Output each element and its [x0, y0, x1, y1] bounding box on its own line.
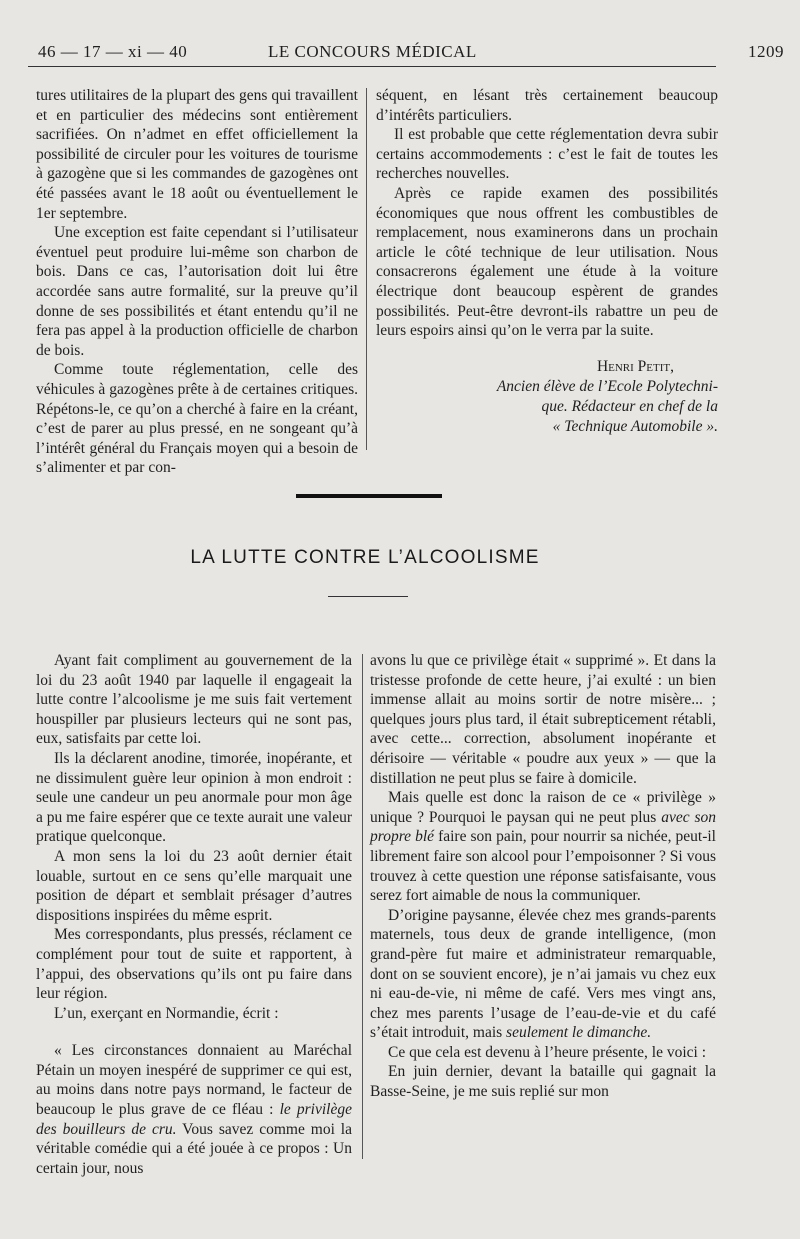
author-title: Ancien élève de l’Ecole Polytechni-	[496, 377, 718, 395]
bottom-right-column	[370, 651, 716, 1102]
paragraph: avons lu que ce privilège était « supprimé ». Et dans la tristesse profonde de cette heure, j’ai exulté : un bien immense allait au moins sortir de notre misère... ; quelques jours plus tard, il était subrepticement rétabli, avec cette... correction, absolument inopérante et dérisoire — véritable « poudre aux yeux » — que la distillation ne peut plus se faire à domicile.	[370, 652, 716, 787]
paragraph	[370, 788, 716, 906]
quote-text: Vous savez comme moi la véritable comédie qui a été jouée à ce propos : Un certain jour, nous	[36, 1120, 352, 1177]
paragraph: Il est probable que cette réglementation devra subir certains accommodements : c’est le fait de toutes les recherches nouvelles.	[376, 126, 718, 183]
section-title: LA LUTTE CONTRE L’ALCOOLISME	[190, 547, 540, 568]
paragraph: Ils la déclarent anodine, timorée, inopérante, et ne dissimulent guère leur opinion à mon endroit : seule une candeur un peu anormale pour mon âge a pu me faire espérer que ce texte aurait une valeur pratique quelconque.	[36, 749, 352, 846]
paragraph-text: Mais quelle est donc la raison de ce « privilège » unique ? Pourquoi le paysan qui ne peut plus	[370, 789, 716, 826]
paragraph: séquent, en lésant très certainement beaucoup d’intérêts particuliers.	[376, 87, 718, 124]
author-name: Henri Petit,	[596, 357, 674, 375]
paragraph	[370, 906, 716, 1043]
signature	[376, 357, 718, 437]
paragraph: Mes correspondants, plus pressés, réclament ce complément pour tout de suite et rapportent, à l’appui, des observations qu’ils ont pu faire dans leur région.	[36, 926, 352, 1003]
paragraph: Une exception est faite cependant si l’utilisateur éventuel peut produire lui-même son charbon de bois. Dans ce cas, l’autorisation doit lui être accordée sans autre formalité, sur la preuve qu’il donne de ses possibilités et étant entendu qu’il ne fera pas appel à la production officielle de charbon de bois.	[36, 224, 358, 359]
paragraph: Après ce rapide examen des possibilités économiques que nous offrent les combustibles de remplacement, nous examinerons dans un prochain article le côté technique de leur utilisation. Nous consacrerons également une étude à la voiture électrique dont beaucoup espèrent de grandes possibilités. Peut-être devront-ils rabattre un peu de leurs espoirs ainsi qu’on le verra par la suite.	[376, 184, 718, 340]
paragraph: L’un, exerçant en Normandie, écrit :	[54, 1004, 279, 1022]
column-separator	[362, 654, 363, 1159]
journal-title: LE CONCOURS MÉDICAL	[268, 42, 477, 61]
section-divider-thick	[296, 494, 442, 498]
paragraph: A mon sens la loi du 23 août dernier était louable, surtout en ce sens qu’elle marquait une position de départ et semblait présager d’autres dispositions inspirées du même esprit.	[36, 847, 352, 924]
bottom-left-column	[36, 651, 352, 1178]
paragraph-text: D’origine paysanne, élevée chez mes grands-parents maternels, tous deux de grande intelligence, (mon grand-père fut maire et administrateur remarquable, dont on se souvient encore), je n’ai jamais vu chez eux ni eau-de-vie, ni même de café. Vers mes vingt ans, chez mes parents l’usage de l’eau-de-vie et du café s’était introduit, mais	[370, 906, 716, 1042]
paragraph: Ce que cela est devenu à l’heure présente, le voici :	[388, 1043, 707, 1061]
author-title: « Technique Automobile ».	[552, 417, 718, 435]
top-left-column	[36, 86, 358, 478]
header-rule	[28, 66, 716, 67]
quote-emphasis: le privilège des bouilleurs de cru.	[36, 1101, 352, 1138]
issue-date: 46 — 17 — xi — 40	[38, 42, 188, 61]
top-right-column	[376, 86, 718, 437]
paragraph: En juin dernier, devant la bataille qui gagnait la Basse-Seine, je me suis replié sur mon	[370, 1063, 716, 1101]
paragraph: Ayant fait compliment au gouvernement de la loi du 23 août 1940 par laquelle il engageait la lutte contre l’alcoolisme je me suis fait vertement houspiller par plusieurs lecteurs qui ne sont pas, eux, satisfaits par cette loi.	[36, 652, 352, 748]
quote-text: « Les circonstances donnaient au Maréchal Pétain un moyen inespéré de supprimer ce qui est, au moins dans notre pays normand, le facteur de beaucoup le plus grave de ce fléau :	[36, 1042, 352, 1119]
author-title: que. Rédacteur en chef de la	[541, 397, 718, 415]
column-separator	[366, 88, 367, 450]
emphasis: avec son propre blé	[370, 808, 717, 846]
paragraph: Comme toute réglementation, celle des véhicules à gazogènes prête à de certaines critiques. Répétons-le, ce qu’on a cherché à faire en la créant, c’est de parer au plus pressé, en ne songeant qu’à l’intérêt général du Français moyen qui a besoin de s’alimenter et par con-	[36, 361, 358, 477]
page-number: 1209	[748, 42, 784, 61]
page-header	[28, 42, 784, 68]
paragraph: tures utilitaires de la plupart des gens qui travaillent et en particulier des médecins sont entièrement sacrifiées. On n’admet en effet officiellement la possibilité de circuler pour les voitures de tourisme à gazogène que si les commandes de gazogènes ont été passées avant le 18 août ou éventuellement le 1er septembre.	[36, 87, 358, 222]
paragraph-text: faire son pain, pour nourrir sa nichée, peut-il librement faire son alcool pour l’empoisonner ? Si vous trouvez à cette question une réponse satisfaisante, vous serez fort aimable de nous la communiquer.	[370, 828, 716, 905]
quote-paragraph	[36, 1041, 352, 1178]
section-divider-thin	[328, 596, 408, 597]
emphasis: seulement le dimanche.	[506, 1024, 652, 1042]
